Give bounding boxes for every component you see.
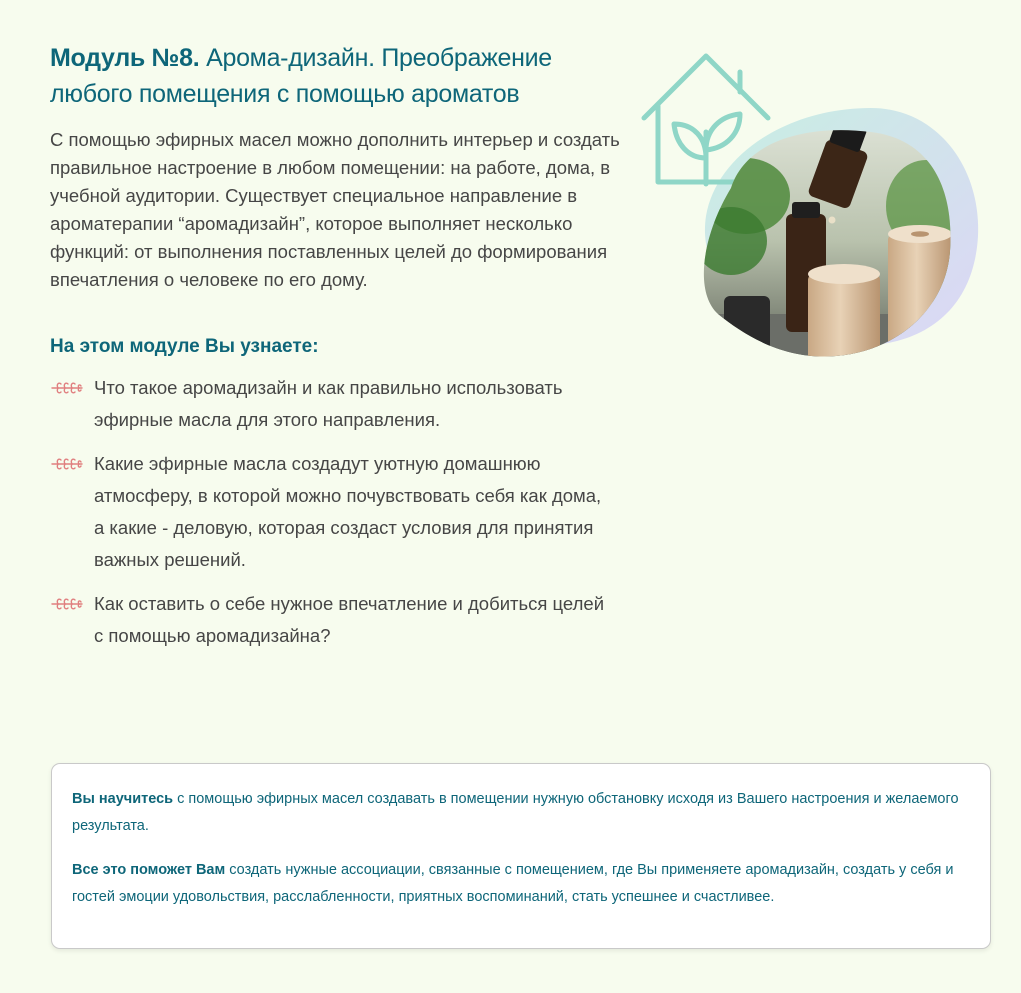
summary-bold-lead: Вы научитесь — [72, 791, 174, 807]
summary-bold-lead: Все это поможет Вам — [72, 862, 226, 878]
summary-paragraph-skills — [72, 786, 970, 840]
leaf-sprig-icon — [50, 455, 84, 473]
list-item — [50, 588, 610, 652]
list-item — [50, 372, 610, 436]
leaf-sprig-icon — [50, 595, 84, 613]
leaf-sprig-icon — [50, 379, 84, 397]
summary-text: создать нужные ассоциации, связанные с помещением, где Вы применяете аромадизайн, создать у себя и гостей эмоции удовольствия, расслабленности, приятных воспоминаний, стать успешнее и счастливее. — [72, 862, 954, 905]
benefit-text: Что такое аромадизайн и как правильно использовать эфирные масла для этого направления. — [94, 377, 563, 430]
benefits-list — [50, 372, 610, 652]
list-item — [50, 448, 610, 576]
benefit-text: Как оставить о себе нужное впечатление и добиться целей с помощью аромадизайна? — [94, 593, 605, 646]
aroma-hero-illustration — [636, 46, 986, 366]
module-title — [50, 40, 610, 112]
summary-text: с помощью эфирных масел создавать в помещении нужную обстановку исходя из Вашего настроения и желаемого результата. — [72, 791, 959, 834]
summary-paragraph-benefits — [72, 857, 970, 911]
summary-card — [51, 763, 991, 949]
module-intro: С помощью эфирных масел можно дополнить интерьер и создать правильное настроение в любом помещении: на работе, дома, в учебной аудитории. Существует специальное направление в ароматерапии “аромадизайн”, которое выполняет несколько функций: от выполнения поставленных целей до формирования впечатления о человеке по его дому. — [50, 129, 620, 290]
benefit-text: Какие эфирные масла создадут уютную домашнюю атмосферу, в которой можно почувствовать себя как дома, а какие - деловую, которая создаст условия для принятия важных решений. — [94, 453, 602, 570]
learn-heading: На этом модуле Вы узнаете: — [50, 336, 319, 357]
module-number: Модуль №8. — [50, 44, 200, 72]
module-title-text: Арома-дизайн. Преображение любого помещения с помощью ароматов — [50, 44, 552, 108]
